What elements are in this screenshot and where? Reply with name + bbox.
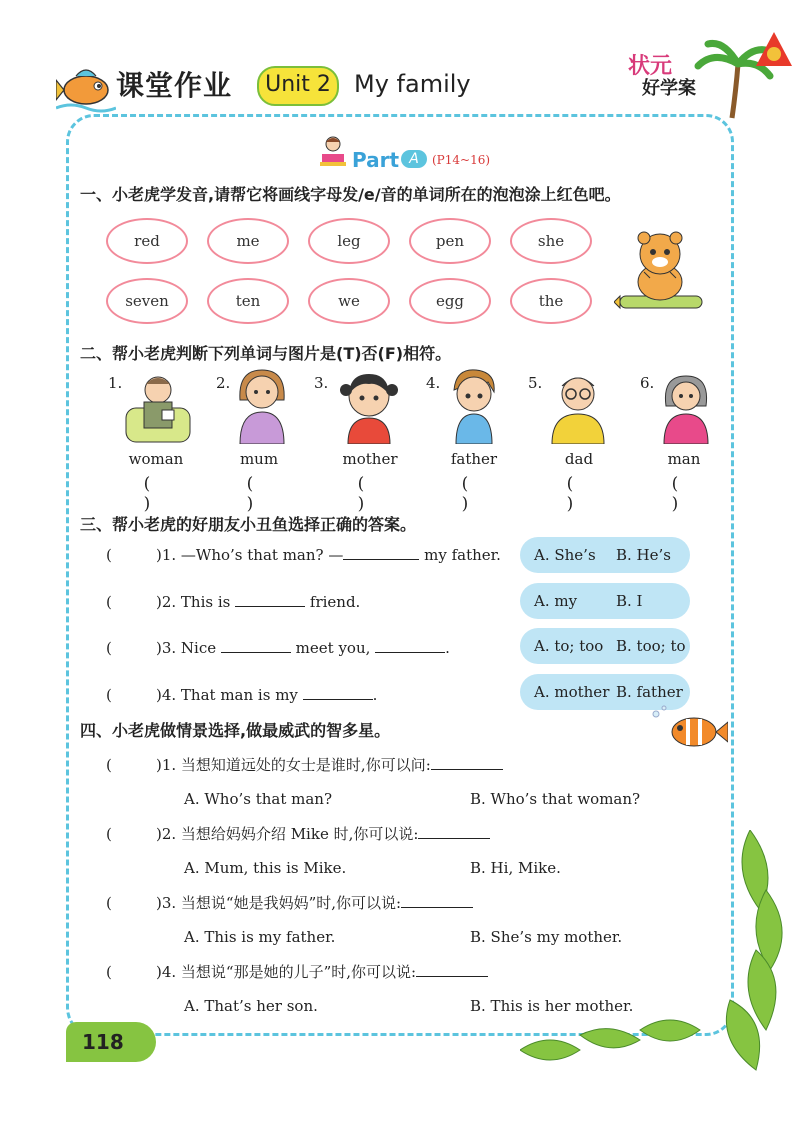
tiger-mascot-icon <box>614 226 706 318</box>
section2-title: 二、帮小老虎判断下列单词与图片是(T)否(F)相符。 <box>80 344 452 363</box>
question-text: my father. <box>419 546 501 564</box>
answer-paren[interactable]: ( ) <box>566 474 596 514</box>
answer-blank[interactable] <box>431 755 503 770</box>
question-text: )2. This is <box>156 593 236 611</box>
item-number: 4. <box>426 374 441 392</box>
bubble-we[interactable] <box>308 278 390 324</box>
option-bubble <box>520 583 690 619</box>
unit-name: My family <box>354 70 471 98</box>
grandpa-picture <box>122 368 194 444</box>
option-a[interactable]: A. mother <box>534 683 610 701</box>
answer-blank[interactable] <box>416 962 488 977</box>
fish-mascot-icon <box>56 56 116 116</box>
section3-title: 三、帮小老虎的好朋友小丑鱼选择正确的答案。 <box>80 515 417 534</box>
brand-line-1: 状元 <box>628 54 673 79</box>
question-text: )4. 当想说“那是她的儿子”时,你可以说: <box>156 963 417 981</box>
reading-girl-icon <box>316 134 350 168</box>
bubble-word: we <box>338 292 360 310</box>
option-a[interactable]: A. Who’s that man? <box>184 790 333 808</box>
answer-paren[interactable]: ( <box>106 639 112 657</box>
question-row <box>106 685 377 704</box>
part-pages: (P14~16) <box>432 153 491 167</box>
girl-picture <box>338 368 400 444</box>
question-text: )3. 当想说“她是我妈妈”时,你可以说: <box>156 894 402 912</box>
answer-paren[interactable]: ( ) <box>357 474 387 514</box>
woman-picture <box>658 370 714 444</box>
answer-paren[interactable]: ( <box>106 756 112 774</box>
answer-blank[interactable] <box>221 638 291 653</box>
question-row <box>106 892 473 913</box>
bubble-egg[interactable] <box>409 278 491 324</box>
bubble-red[interactable] <box>106 218 188 264</box>
question-text: )3. Nice <box>156 639 221 657</box>
word-label: father <box>450 450 498 468</box>
option-b[interactable]: B. I <box>616 592 643 610</box>
answer-paren[interactable]: ( ) <box>143 474 173 514</box>
section4-title: 四、小老虎做情景选择,做最威武的智多星。 <box>80 721 391 740</box>
bubble-she[interactable] <box>510 218 592 264</box>
question-text: )1. —Who’s that man? — <box>156 546 344 564</box>
option-bubble <box>520 537 690 573</box>
homework-title: 课堂作业 <box>116 69 233 102</box>
bubble-ten[interactable] <box>207 278 289 324</box>
answer-blank[interactable] <box>235 592 305 607</box>
part-letter: A <box>401 150 427 168</box>
bubble-word: egg <box>435 292 465 310</box>
answer-blank[interactable] <box>343 545 419 560</box>
answer-paren[interactable]: ( ) <box>461 474 491 514</box>
word-label: mother <box>342 450 398 468</box>
item-number: 2. <box>216 374 231 392</box>
answer-paren[interactable]: ( <box>106 963 112 981</box>
answer-paren[interactable]: ( <box>106 686 112 704</box>
bubble-the[interactable] <box>510 278 592 324</box>
answer-blank[interactable] <box>375 638 445 653</box>
option-b[interactable]: B. Hi, Mike. <box>470 859 561 877</box>
item-number: 3. <box>314 374 329 392</box>
bubble-word: ten <box>235 292 261 310</box>
answer-blank[interactable] <box>418 824 490 839</box>
option-b[interactable]: B. father <box>616 683 683 701</box>
option-a[interactable]: A. That’s her son. <box>184 997 318 1015</box>
option-a[interactable]: A. my <box>534 592 578 610</box>
part-title: Part <box>352 148 400 172</box>
answer-paren[interactable]: ( ) <box>671 474 701 514</box>
item-number: 6. <box>640 374 655 392</box>
question-text: . <box>445 639 450 657</box>
bubble-word: red <box>134 232 160 250</box>
brand-logo <box>628 56 696 100</box>
answer-blank[interactable] <box>303 685 373 700</box>
option-b[interactable]: B. Who’s that woman? <box>470 790 641 808</box>
question-row <box>106 961 488 982</box>
unit-badge: Unit 2 <box>257 66 339 106</box>
answer-paren[interactable]: ( <box>106 825 112 843</box>
option-a[interactable]: A. to; too <box>534 637 604 655</box>
question-row <box>106 545 501 564</box>
question-text: friend. <box>305 593 361 611</box>
question-text: )4. That man is my <box>156 686 303 704</box>
answer-paren[interactable]: ( <box>106 593 112 611</box>
question-text: . <box>372 686 378 704</box>
answer-paren[interactable]: ( ) <box>246 474 276 514</box>
brand-line-2: 好学案 <box>642 78 696 99</box>
word-label: woman <box>128 450 184 468</box>
question-text: )1. 当想知道远处的女士是谁时,你可以问: <box>156 756 431 774</box>
question-row <box>106 638 450 657</box>
bubble-seven[interactable] <box>106 278 188 324</box>
option-a[interactable]: A. This is my father. <box>184 928 336 946</box>
word-label: man <box>667 450 701 468</box>
bubble-leg[interactable] <box>308 218 390 264</box>
section1-title: 一、小老虎学发音,请帮它将画线字母发/e/音的单词所在的泡泡涂上红色吧。 <box>80 185 621 204</box>
boy-picture <box>444 366 504 444</box>
bubble-pen[interactable] <box>409 218 491 264</box>
bubble-word: seven <box>125 292 169 310</box>
leaves-decoration-icon <box>520 830 796 1080</box>
page-number: 118 <box>66 1022 156 1062</box>
bubble-word: the <box>538 292 564 310</box>
option-a[interactable]: A. She’s <box>534 546 596 564</box>
question-text: )2. 当想给妈妈介绍 Mike 时,你可以说: <box>156 825 419 843</box>
bubble-word: leg <box>337 232 361 250</box>
question-row <box>106 592 360 611</box>
answer-paren[interactable]: ( <box>106 894 112 912</box>
item-number: 1. <box>108 374 123 392</box>
mum-picture <box>232 366 292 444</box>
clownfish-icon <box>648 704 728 754</box>
man-with-glasses-picture <box>546 368 610 444</box>
question-text: meet you, <box>290 639 376 657</box>
option-a[interactable]: A. Mum, this is Mike. <box>184 859 347 877</box>
option-bubble <box>520 628 690 664</box>
bubble-word: pen <box>435 232 465 250</box>
answer-paren[interactable]: ( <box>106 546 112 564</box>
option-b[interactable]: B. He’s <box>616 546 671 564</box>
option-b[interactable]: B. This is her mother. <box>470 997 634 1015</box>
bubble-me[interactable] <box>207 218 289 264</box>
answer-blank[interactable] <box>401 893 473 908</box>
question-row <box>106 823 490 844</box>
bubble-word: me <box>236 232 260 250</box>
palm-tree-icon <box>694 30 794 120</box>
word-label: dad <box>564 450 594 468</box>
option-b[interactable]: B. She’s my mother. <box>470 928 623 946</box>
question-row <box>106 754 503 775</box>
option-b[interactable]: B. too; to <box>616 637 686 655</box>
bubble-word: she <box>537 232 565 250</box>
item-number: 5. <box>528 374 543 392</box>
word-label: mum <box>239 450 279 468</box>
